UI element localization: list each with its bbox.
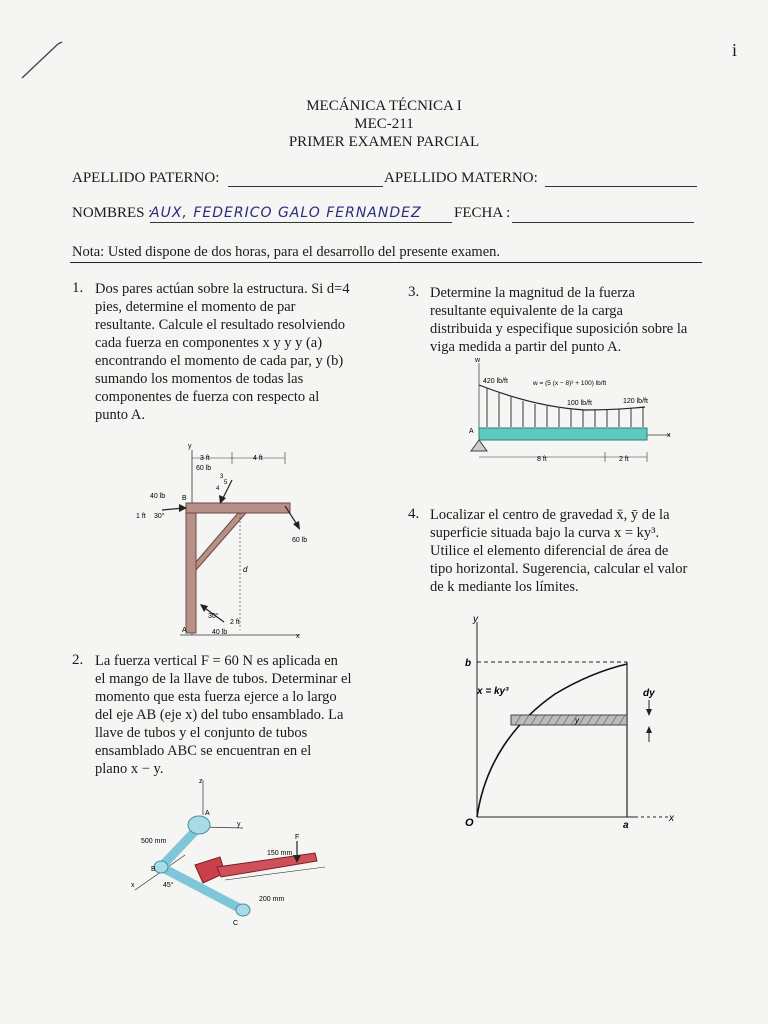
apellido-materno-field[interactable]: [545, 186, 697, 187]
beam: [479, 428, 647, 440]
question-4-text: [430, 506, 702, 596]
svg-text:w = (5 (x − 8)² + 100) lb/ft: w = (5 (x − 8)² + 100) lb/ft: [533, 380, 607, 387]
q4-line: Localizar el centro de gravedad x̄, ȳ de la: [430, 507, 670, 523]
svg-text:x: x: [131, 882, 135, 889]
svg-text:C: C: [233, 920, 239, 927]
question-1-text: [95, 280, 365, 424]
q3-line: distribuida y especifique suposición sobre la: [430, 321, 688, 337]
svg-text:500 mm: 500 mm: [141, 838, 167, 845]
fecha-label: FECHA :: [454, 205, 511, 221]
svg-text:4 ft: 4 ft: [253, 455, 263, 462]
svg-text:420 lb/ft: 420 lb/ft: [483, 378, 508, 385]
svg-text:z: z: [199, 778, 203, 785]
q1-line: punto A.: [95, 407, 145, 423]
svg-text:30°: 30°: [154, 513, 165, 520]
svg-text:3: 3: [220, 474, 224, 480]
svg-text:150 mm: 150 mm: [267, 850, 293, 857]
q3-line: Determine la magnitud de la fuerza: [430, 285, 635, 301]
q4-line: superficie situada bajo la curva x = ky³.: [430, 525, 660, 541]
svg-text:A: A: [205, 810, 210, 817]
svg-text:a: a: [623, 820, 629, 831]
nombres-field[interactable]: [150, 222, 452, 223]
svg-text:8 ft: 8 ft: [537, 456, 547, 463]
exam-title: PRIMER EXAMEN PARCIAL: [288, 134, 480, 150]
frame-figure: [120, 440, 320, 645]
apellido-paterno-label: APELLIDO PATERNO:: [72, 170, 220, 186]
svg-text:y: y: [473, 614, 478, 625]
svg-text:y: y: [188, 443, 192, 450]
svg-text:A: A: [469, 428, 474, 435]
note-divider: [70, 262, 702, 263]
q1-line: pies, determine el momento de par: [95, 299, 296, 315]
nombres-label: NOMBRES :: [72, 205, 153, 221]
question-3-text: [430, 284, 700, 356]
question-2-number: 2.: [72, 652, 84, 668]
svg-text:A: A: [182, 627, 187, 634]
question-2-text: [95, 652, 370, 778]
apellido-materno-label: APELLIDO MATERNO:: [384, 170, 538, 186]
page-mark: i: [732, 40, 738, 60]
svg-text:F: F: [295, 834, 300, 841]
frame-brace: [196, 513, 246, 570]
q1-line: componentes de fuerza con respecto al: [95, 389, 320, 405]
svg-text:2 ft: 2 ft: [619, 456, 629, 463]
svg-text:B: B: [151, 866, 156, 873]
nombres-value: AUX, FEDERICO GALO FERNANDEZ: [150, 205, 422, 221]
svg-text:5: 5: [224, 480, 228, 486]
svg-text:40 lb: 40 lb: [150, 493, 166, 500]
svg-text:x: x: [296, 633, 300, 640]
svg-text:120 lb/ft: 120 lb/ft: [623, 398, 648, 405]
q2-line: del eje AB (eje x) del tubo ensamblado. La: [95, 707, 344, 723]
q1-line: Dos pares actúan sobre la estructura. Si d=4: [95, 281, 350, 297]
svg-text:3 ft: 3 ft: [200, 455, 210, 462]
svg-text:30°: 30°: [208, 613, 219, 620]
frame-beam: [186, 503, 290, 513]
svg-text:b: b: [465, 658, 472, 669]
q3-line: resultante equivalente de la carga: [430, 303, 623, 319]
svg-text:100 lb/ft: 100 lb/ft: [567, 400, 592, 407]
exam-note: Nota: Usted dispone de dos horas, para el desarrollo del presente examen.: [72, 244, 501, 260]
svg-text:B: B: [182, 495, 187, 502]
svg-text:d: d: [243, 565, 248, 574]
q2-line: el mango de la llave de tubos. Determinar el: [95, 671, 352, 687]
q2-line: ensamblado ABC se encuentran en el: [95, 743, 312, 759]
q4-line: Utilice el elemento diferencial de área de: [430, 543, 669, 559]
svg-text:2 ft: 2 ft: [230, 619, 240, 626]
q2-line: La fuerza vertical F = 60 N es aplicada en: [95, 653, 338, 669]
svg-text:x: x: [667, 432, 671, 439]
course-title: MECÁNICA TÉCNICA I: [306, 98, 462, 114]
svg-text:60 lb: 60 lb: [196, 465, 212, 472]
q3-line: viga medida a partir del punto A.: [430, 339, 622, 355]
q1-line: cada fuerza en componentes x y y y (a): [95, 335, 323, 351]
pipe-end-a: [188, 816, 210, 834]
q4-line: tipo horizontal. Sugerencia, calcular el valor: [430, 561, 688, 577]
svg-text:60 lb: 60 lb: [292, 537, 308, 544]
question-3-number: 3.: [408, 284, 420, 300]
svg-text:1 ft: 1 ft: [136, 513, 146, 520]
question-1-number: 1.: [72, 280, 84, 296]
svg-text:200 mm: 200 mm: [259, 896, 285, 903]
pin-support: [471, 440, 487, 451]
fecha-field[interactable]: [512, 222, 694, 223]
svg-text:w: w: [475, 357, 481, 364]
distributed-load-figure: [455, 355, 685, 465]
svg-text:4: 4: [216, 486, 220, 492]
q2-line: momento que esta fuerza ejerce a lo largo: [95, 689, 337, 705]
svg-text:O: O: [465, 817, 474, 829]
q1-line: encontrando el momento de cada par, y (b): [95, 353, 344, 369]
course-code: MEC-211: [354, 116, 414, 132]
svg-text:45°: 45°: [163, 882, 174, 889]
centroid-figure: [455, 612, 695, 837]
pipe-wrench-figure: [125, 775, 340, 935]
pen-mark-icon: [18, 38, 68, 83]
q4-line: de k mediante los límites.: [430, 579, 579, 595]
svg-text:x: x: [669, 813, 674, 824]
load-curve: [479, 385, 645, 410]
svg-text:y: y: [575, 716, 579, 725]
svg-text:y: y: [237, 821, 241, 828]
q1-line: sumando los momentos de todas las: [95, 371, 304, 387]
frame-post: [186, 505, 196, 633]
q2-line: plano x − y.: [95, 761, 164, 777]
svg-text:dy: dy: [643, 688, 655, 699]
svg-text:x = ky³: x = ky³: [477, 686, 509, 697]
q1-line: resultante. Calcule el resultado resolviendo: [95, 317, 346, 333]
q2-line: llave de tubos y el conjunto de tubos: [95, 725, 308, 741]
apellido-paterno-field[interactable]: [228, 186, 383, 187]
question-4-number: 4.: [408, 506, 420, 522]
svg-text:40 lb: 40 lb: [212, 629, 228, 636]
